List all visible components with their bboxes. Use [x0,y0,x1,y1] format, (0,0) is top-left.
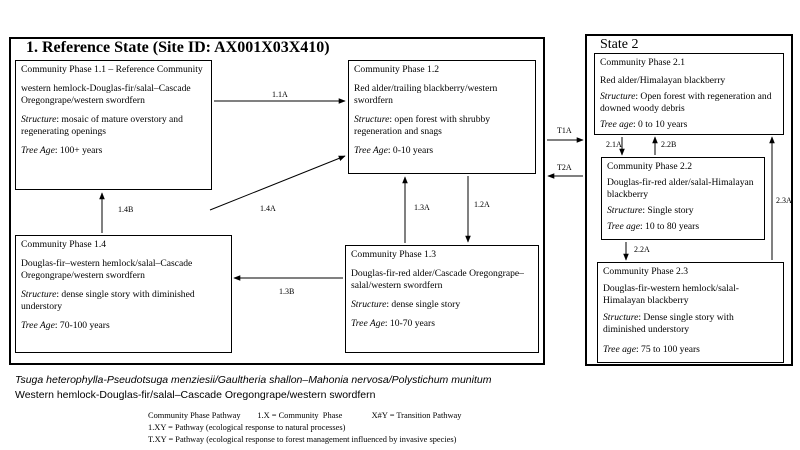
phase-tree-age: Tree Age: 100+ years [21,144,103,156]
pathway-label-2-1a: 2.1A [606,140,622,149]
legend-line-3: T.XY = Pathway (ecological response to forest management influenced by invasive species) [148,435,457,444]
phase-tree-age: Tree Age: 10-70 years [351,317,435,329]
reference-state-title: 1. Reference State (Site ID: AX001X03X410) [26,39,330,56]
transition-label-t2a: T2A [557,163,572,172]
phase-heading: Community Phase 2.2 [607,161,693,172]
phase-species: Douglas-fir-western hemlock/salal-Himalayan blackberry [603,282,739,306]
phase-tree-age: Tree Age: 70-100 years [21,319,110,331]
phase-structure: Structure: open forest with shrubby regeneration and snags [354,113,491,137]
pathway-label-1-3a: 1.3A [414,203,430,212]
phase-species: western hemlock-Douglas-fir/salal–Cascade Oregongrape/western swordfern [21,82,191,106]
phase-species: Douglas-fir–western hemlock/salal–Cascade Oregongrape/western swordfern [21,257,193,281]
phase-structure: Structure: dense single story with diminished understory [21,288,195,312]
phase-heading: Community Phase 2.3 [603,266,689,277]
phase-tree-age: Tree age: 75 to 100 years [603,343,700,355]
pathway-label-1-4a: 1.4A [260,204,276,213]
phase-heading: Community Phase 2.1 [600,57,686,68]
pathway-label-2-2a: 2.2A [634,245,650,254]
phase-heading: Community Phase 1.1 – Reference Community [21,64,203,75]
pathway-label-1-1a: 1.1A [272,90,288,99]
phase-species: Douglas-fir-red alder/Cascade Oregongrape–salal/western swordfern [351,267,524,291]
phase-structure: Structure: Dense single story with diminished understory [603,311,734,335]
caption-scientific-name: Tsuga heterophylla-Pseudotsuga menziesii/Gaultheria shallon–Mahonia nervosa/Polystichum munitum [15,374,492,386]
legend-line-1: Community Phase Pathway 1.X = Community Phase X#Y = Transition Pathway [148,411,462,420]
phase-heading: Community Phase 1.3 [351,249,437,260]
state-2-title: State 2 [600,37,639,52]
phase-structure: Structure: Single story [607,204,694,216]
phase-heading: Community Phase 1.4 [21,239,107,250]
phase-structure: Structure: dense single story [351,298,461,310]
phase-species: Red alder/Himalayan blackberry [600,74,726,86]
pathway-label-2-2b: 2.2B [661,140,677,149]
pathway-label-1-2a: 1.2A [474,200,490,209]
legend-line-2: 1.XY = Pathway (ecological response to natural processes) [148,423,346,432]
phase-species: Douglas-fir-red alder/salal-Himalayan blackberry [607,176,754,200]
caption-common-name: Western hemlock-Douglas-fir/salal–Cascade Oregongrape/western swordfern [15,389,376,401]
pathway-label-1-3b: 1.3B [279,287,295,296]
phase-tree-age: Tree Age: 0-10 years [354,144,434,156]
pathway-label-1-4b: 1.4B [118,205,134,214]
arrow-1-4a [210,156,345,210]
phase-structure: Structure: mosaic of mature overstory and regenerating openings [21,113,183,137]
pathway-label-2-3a: 2.3A [776,196,792,205]
phase-tree-age: Tree age: 10 to 80 years [607,220,700,232]
transition-label-t1a: T1A [557,126,572,135]
phase-structure: Structure: Open forest with regeneration and downed woody debris [600,90,772,114]
phase-species: Red alder/trailing blackberry/western swordfern [354,82,498,106]
phase-tree-age: Tree age: 0 to 10 years [600,118,688,130]
phase-heading: Community Phase 1.2 [354,64,440,75]
